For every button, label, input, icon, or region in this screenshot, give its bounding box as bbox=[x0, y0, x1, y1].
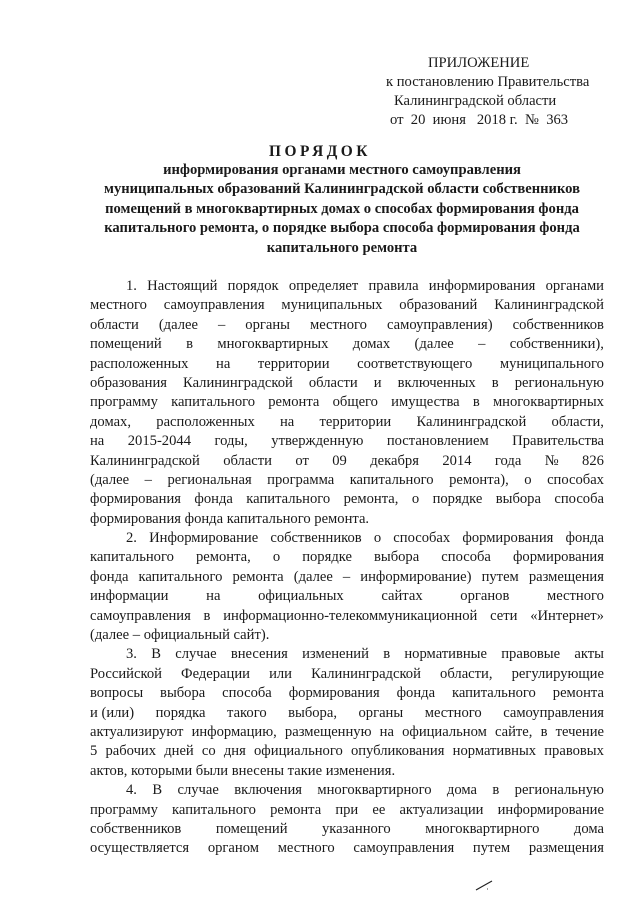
body-word: программу bbox=[90, 394, 158, 411]
body-word: дома bbox=[446, 782, 477, 799]
body-word: региональная bbox=[167, 471, 252, 488]
body-line bbox=[90, 548, 604, 567]
body-word: выбора, bbox=[288, 704, 337, 721]
body-word: или bbox=[269, 665, 292, 682]
body-word: местного bbox=[277, 840, 335, 857]
body-word: (далее bbox=[414, 336, 454, 353]
body-line bbox=[90, 704, 604, 723]
body-line bbox=[90, 801, 604, 820]
body-word: органы bbox=[245, 316, 290, 333]
body-word: изменений bbox=[302, 646, 369, 663]
document-subtitle bbox=[72, 161, 612, 258]
body-word: выбора bbox=[495, 491, 541, 508]
body-word: в bbox=[491, 374, 499, 391]
body-word: Федерации bbox=[181, 665, 250, 682]
body-word: региональную bbox=[514, 374, 604, 391]
subtitle-line: капитального ремонта, о порядке выбора способа формирования фонда bbox=[104, 220, 580, 237]
body-word: (далее bbox=[158, 316, 198, 333]
body-word: на bbox=[216, 355, 231, 372]
subtitle-line: муниципальных образований Калининградской области собственников bbox=[104, 181, 580, 198]
body-word: формирования bbox=[512, 549, 604, 566]
body-word: нормативные bbox=[404, 646, 487, 663]
body-word: 3. bbox=[126, 646, 137, 663]
subtitle-line: капитального ремонта bbox=[266, 239, 418, 256]
body-word: органами bbox=[545, 278, 604, 294]
body-word: способа bbox=[554, 491, 604, 508]
body-word: на bbox=[280, 413, 295, 430]
body-word: № bbox=[544, 452, 559, 469]
body-line bbox=[90, 452, 604, 471]
body-word: самоуправления bbox=[163, 297, 265, 314]
body-word: территории bbox=[257, 355, 330, 372]
body-word: В bbox=[151, 646, 161, 663]
body-word: года bbox=[494, 452, 522, 469]
body-line bbox=[90, 781, 604, 800]
body-word: расположенных bbox=[90, 355, 189, 372]
body-word: многоквартирного bbox=[425, 820, 540, 837]
body-word: программа bbox=[267, 471, 335, 488]
body-word: информацию, bbox=[191, 723, 277, 740]
body-word: на bbox=[206, 588, 221, 605]
body-word: годы, bbox=[214, 433, 248, 450]
body-word: информирование) bbox=[360, 568, 472, 585]
body-word: многоквартирных bbox=[217, 336, 329, 353]
body-line bbox=[90, 568, 604, 587]
body-word: 2014 bbox=[442, 452, 472, 469]
body-word: информирование bbox=[497, 801, 604, 818]
body-word: порядке bbox=[302, 549, 352, 566]
body-word: правовых bbox=[544, 743, 604, 760]
body-word: информационно-телекоммуникационной bbox=[223, 607, 478, 624]
body-word: расположенных bbox=[156, 413, 255, 430]
body-word: 09 bbox=[332, 452, 347, 469]
body-word: официальных bbox=[258, 588, 344, 605]
body-word: при bbox=[335, 801, 359, 818]
body-word: способах bbox=[547, 471, 604, 488]
body-word: размещения bbox=[528, 568, 604, 585]
body-word: официальном bbox=[402, 723, 487, 740]
body-word: рабочих bbox=[105, 743, 157, 760]
body-word: определяет bbox=[288, 278, 359, 294]
body-word: территории bbox=[319, 413, 392, 430]
body-word: муниципальных bbox=[281, 297, 383, 314]
body-line bbox=[90, 374, 604, 393]
body-word: в bbox=[472, 394, 480, 411]
body-word: вопросы bbox=[90, 685, 144, 702]
signature-mark bbox=[474, 880, 494, 892]
body-word: области bbox=[90, 316, 139, 333]
body-word: органы bbox=[358, 704, 404, 721]
body-line bbox=[90, 839, 604, 858]
body-word: – bbox=[478, 336, 486, 353]
body-word: случае bbox=[177, 782, 219, 799]
body-word: капитального bbox=[246, 491, 331, 508]
body-word: актуализируют bbox=[90, 723, 184, 740]
body-word: Калининградской bbox=[416, 413, 527, 430]
body-line bbox=[90, 665, 604, 684]
body-word: 1. bbox=[126, 278, 137, 294]
body-word: ремонта, bbox=[195, 549, 251, 566]
body-word: порядок bbox=[227, 278, 279, 294]
body-word: путем bbox=[472, 840, 511, 857]
body-word: В bbox=[152, 782, 163, 799]
body-word: и (или) bbox=[90, 704, 135, 721]
body-word: регулирующие bbox=[511, 665, 604, 682]
body-line bbox=[90, 587, 604, 606]
body-word: течение bbox=[555, 723, 604, 740]
body-word: путем bbox=[481, 568, 519, 585]
body-word: от bbox=[295, 452, 309, 469]
body-word: капитального bbox=[451, 685, 536, 702]
body-line bbox=[90, 432, 604, 451]
body-word: правовые bbox=[501, 646, 561, 663]
body-line bbox=[90, 413, 604, 432]
subtitle-line: информирования органами местного самоуправления bbox=[163, 162, 521, 178]
body-word: органом bbox=[207, 840, 259, 857]
body-word: правила bbox=[368, 278, 419, 294]
body-word: в bbox=[203, 607, 211, 624]
body-word: Калининградской bbox=[183, 374, 293, 391]
body-word: местного bbox=[90, 297, 147, 314]
body-word: способа bbox=[222, 685, 272, 702]
body-word: информирования bbox=[428, 278, 536, 294]
body-word: собственники), bbox=[509, 336, 604, 353]
body-word: ремонта), bbox=[449, 471, 509, 488]
body-word: сети bbox=[490, 607, 518, 624]
body-line bbox=[90, 393, 604, 412]
body-word: о bbox=[524, 471, 532, 488]
body-word: фонда bbox=[194, 491, 233, 508]
body-word: нормативных bbox=[452, 743, 537, 760]
body-word: выбора bbox=[374, 549, 420, 566]
body-word: собственников bbox=[270, 530, 362, 547]
body-word: местного bbox=[309, 316, 367, 333]
body-word: – bbox=[217, 316, 226, 333]
body-word: Настоящий bbox=[147, 278, 218, 294]
body-line bbox=[90, 723, 604, 742]
body-word: формирования фонда капитального ремонта. bbox=[90, 510, 370, 527]
body-word: осуществляется bbox=[90, 840, 190, 857]
body-word: 4. bbox=[126, 782, 137, 799]
body-word: капитального bbox=[138, 568, 223, 585]
body-word: – bbox=[144, 471, 152, 488]
body-word: со bbox=[201, 743, 216, 760]
body-word: (далее bbox=[293, 568, 333, 585]
body-word: 2015-2044 bbox=[127, 433, 191, 450]
body-line bbox=[90, 510, 604, 529]
body-line bbox=[90, 529, 604, 548]
body-word: официального bbox=[254, 743, 343, 760]
body-word: фонда bbox=[90, 568, 129, 585]
body-word: на bbox=[379, 723, 394, 740]
body-line bbox=[90, 355, 604, 374]
body-word: Калининградской bbox=[311, 665, 421, 682]
document-title: ПОРЯДОК bbox=[269, 143, 371, 160]
body-word: образования bbox=[90, 374, 167, 391]
body-line bbox=[90, 296, 604, 315]
body-word: фонда bbox=[396, 685, 436, 702]
body-line bbox=[90, 742, 604, 761]
body-word: местного bbox=[424, 704, 482, 721]
body-line bbox=[90, 316, 604, 335]
body-word: Российской bbox=[90, 665, 162, 682]
body-word: органов bbox=[460, 588, 510, 605]
body-word: в bbox=[540, 723, 548, 740]
body-word: формирования bbox=[288, 685, 380, 702]
body-word: дня bbox=[223, 743, 246, 760]
body-word: области bbox=[308, 374, 358, 391]
body-word: сайтах bbox=[381, 588, 423, 605]
body-word: о bbox=[373, 530, 382, 547]
body-word: размещения bbox=[528, 840, 604, 857]
body-word: домах, bbox=[90, 413, 132, 430]
body-word: капитального bbox=[349, 471, 434, 488]
body-word: включения bbox=[234, 782, 302, 799]
body-word: Калининградской bbox=[494, 297, 604, 314]
body-line bbox=[90, 335, 604, 354]
body-word: местного bbox=[546, 588, 604, 605]
body-word: многоквартирного bbox=[317, 782, 432, 799]
body-word: самоуправления bbox=[90, 607, 191, 624]
body-word: Правительства bbox=[512, 433, 604, 450]
body-word: опубликования bbox=[350, 743, 445, 760]
body-word: муниципального bbox=[499, 355, 604, 372]
body-word: указанного bbox=[322, 820, 391, 837]
body-word: размещенную bbox=[284, 723, 372, 740]
body-word: области, bbox=[440, 665, 493, 682]
body-word: на bbox=[90, 433, 105, 450]
body-line bbox=[90, 762, 604, 781]
body-word: области bbox=[223, 452, 272, 469]
body-word: в bbox=[492, 782, 500, 799]
body-line bbox=[90, 277, 604, 296]
body-word: общего bbox=[332, 394, 378, 411]
body-word: «Интернет» bbox=[530, 607, 604, 624]
appendix-title: ПРИЛОЖЕНИЕ bbox=[428, 55, 530, 71]
body-word: о bbox=[411, 491, 420, 508]
body-word: способа bbox=[441, 549, 491, 566]
body-word: постановлением bbox=[386, 433, 489, 450]
body-word: декабря bbox=[370, 452, 419, 469]
appendix-region-line: Калининградской области bbox=[394, 93, 557, 109]
body-word: внесения bbox=[230, 646, 288, 663]
appendix-header bbox=[384, 54, 624, 130]
body-word: собственников bbox=[512, 316, 604, 333]
body-word: ремонта, bbox=[343, 491, 399, 508]
body-word: капитального bbox=[171, 394, 256, 411]
body-word: ремонта bbox=[268, 394, 320, 411]
body-word: формирования bbox=[90, 491, 181, 508]
body-word: (далее – официальный сайт). bbox=[90, 627, 270, 644]
body-word: 2. bbox=[126, 530, 137, 547]
body-word: выбора bbox=[160, 685, 206, 702]
body-word: сайте, bbox=[494, 723, 533, 740]
body-line bbox=[90, 684, 604, 703]
body-word: ремонта bbox=[232, 568, 284, 585]
body-word: включенных bbox=[397, 374, 476, 391]
body-word: самоуправления bbox=[353, 840, 455, 857]
body-word: ремонта bbox=[270, 801, 322, 818]
body-word: утвержденную bbox=[271, 433, 364, 450]
body-line bbox=[90, 626, 604, 645]
body-word: помещений bbox=[215, 820, 288, 837]
body-word: домах bbox=[352, 336, 391, 353]
body-word: самоуправления bbox=[503, 704, 604, 721]
body-word: порядка bbox=[155, 704, 206, 721]
body-word: многоквартирных bbox=[492, 394, 604, 411]
body-word: актов, которыми были внесены такие изменения. bbox=[90, 762, 396, 779]
body-line bbox=[90, 471, 604, 490]
body-line bbox=[90, 820, 604, 839]
body-word: способах bbox=[393, 530, 451, 547]
body-word: фонда bbox=[565, 530, 604, 547]
body-word: ремонта bbox=[552, 685, 604, 702]
body-word: Калининградской bbox=[90, 452, 200, 469]
body-word: в bbox=[383, 646, 391, 663]
body-word: дней bbox=[164, 743, 194, 760]
body-word: капитального bbox=[90, 549, 174, 566]
body-word: информации bbox=[90, 588, 169, 605]
body-word: региональную bbox=[514, 782, 604, 799]
body-word: ее bbox=[372, 801, 386, 818]
body-word: 5 bbox=[90, 743, 98, 760]
body-line bbox=[90, 490, 604, 509]
subtitle-line: помещений в многоквартирных домах о способах формирования фонда bbox=[105, 200, 579, 217]
body-word: Информирование bbox=[149, 530, 259, 547]
body-word: дома bbox=[573, 820, 604, 837]
body-line bbox=[90, 607, 604, 626]
body-word: помещений bbox=[90, 336, 162, 353]
body-word: области, bbox=[551, 413, 604, 430]
body-word: акты bbox=[574, 646, 604, 663]
body-word: образований bbox=[399, 297, 478, 314]
body-word: собственников bbox=[90, 820, 182, 837]
body-word: самоуправления) bbox=[386, 316, 493, 333]
body-word: соответствующего bbox=[357, 355, 473, 372]
body-word: имущества bbox=[391, 394, 460, 411]
body-word: – bbox=[342, 568, 351, 585]
body-word: (далее bbox=[90, 471, 130, 488]
body-word: капитального bbox=[172, 801, 256, 818]
body-word: порядке bbox=[432, 491, 483, 508]
body-word: и bbox=[373, 374, 382, 391]
body-word: о bbox=[272, 549, 281, 566]
body-word: случае bbox=[175, 646, 217, 663]
document-body bbox=[90, 277, 604, 859]
appendix-decree-line: к постановлению Правительства bbox=[386, 74, 590, 90]
body-word: программу bbox=[90, 801, 158, 818]
appendix-date-number-line: от 20 июня 2018 г. № 363 bbox=[390, 112, 569, 128]
body-line bbox=[90, 645, 604, 664]
body-word: в bbox=[186, 336, 193, 353]
body-word: 826 bbox=[582, 452, 604, 469]
body-word: формирования bbox=[462, 530, 554, 547]
body-word: такого bbox=[227, 704, 267, 721]
body-word: актуализации bbox=[399, 801, 484, 818]
